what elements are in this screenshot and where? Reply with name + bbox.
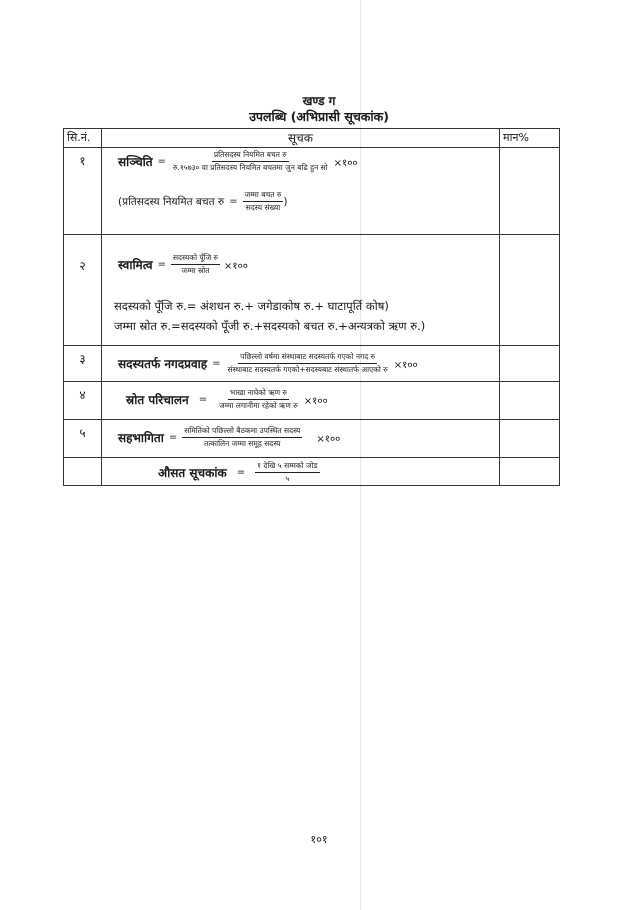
note-suffix: ) <box>283 195 288 208</box>
multiplier: ×१०० <box>303 395 328 407</box>
equals-sign: = <box>236 467 246 478</box>
row-serial: १ <box>64 148 102 235</box>
row-indicator-cell <box>102 420 500 458</box>
fraction-numerator: भाखा नाघेको ऋण रु <box>228 388 289 400</box>
formula-fraction <box>171 150 330 173</box>
multiplier: ×१०० <box>224 260 249 272</box>
formula-fraction <box>217 388 300 411</box>
fraction-numerator: समितिको पछिल्लो बैठकमा उपस्थित सदस्य <box>182 426 302 438</box>
row-value-cell <box>500 148 560 235</box>
table-row <box>64 382 560 420</box>
row-value-cell <box>500 420 560 458</box>
fraction-denominator: तत्कालिन जम्मा समूह सदस्य <box>204 439 281 448</box>
equals-sign: = <box>157 156 167 167</box>
average-row <box>64 458 560 486</box>
section-title: खण्ड ग <box>302 94 336 108</box>
row-indicator-cell <box>102 235 500 346</box>
page-number: १०१ <box>310 833 328 846</box>
fraction-denominator: रु.१५७३० वा प्रतिसदस्य नियमित बचतमा जुन बढि हुन सो <box>173 163 328 172</box>
multiplier: ×१०० <box>393 359 418 371</box>
indicator-term: सहभागिता <box>118 431 164 445</box>
equals-sign: = <box>198 394 208 405</box>
multiplier: ×१०० <box>333 157 358 169</box>
note-fraction <box>243 190 284 213</box>
table-row <box>64 346 560 382</box>
row-indicator-cell <box>102 382 500 420</box>
formula-fraction <box>182 426 302 449</box>
equals-sign: = <box>212 358 221 369</box>
formula-fraction <box>226 352 390 375</box>
row-value-cell <box>500 458 560 486</box>
row-serial: ३ <box>64 346 102 382</box>
equals-sign: = <box>168 432 178 443</box>
indicator-term: सदस्यतर्फ नगदप्रवाह <box>118 357 208 371</box>
row-value-cell <box>500 382 560 420</box>
note-line: जम्मा स्रोत रु.=सदस्यको पूँजी रु.+सदस्यको बचत रु.+अन्यत्रको ऋण रु.) <box>114 319 426 333</box>
section-subtitle: उपलब्धि (अभिप्रासी सूचकांक) <box>249 109 389 124</box>
row-indicator-cell <box>102 148 500 235</box>
fraction-denominator: सदस्य संख्या <box>245 203 281 212</box>
equals-sign: = <box>157 259 166 270</box>
multiplier: ×१०० <box>316 433 341 445</box>
indicator-term: स्वामित्व <box>118 258 153 272</box>
row-serial: २ <box>64 235 102 346</box>
row-serial: ५ <box>64 420 102 458</box>
fraction-numerator: सदस्यको पूँजि रु <box>171 253 220 265</box>
fraction-denominator: संस्थाबाट सदस्यतर्फ गएको+सदस्यबाट संस्थातर्फ आएको रु <box>227 365 388 374</box>
table-row <box>64 235 560 346</box>
indicator-term: स्रोत परिचालन <box>126 393 189 407</box>
table-row <box>64 148 560 235</box>
table-header-row <box>64 129 560 148</box>
indicator-term: सञ्चिति <box>118 155 153 169</box>
row-value-cell <box>500 235 560 346</box>
header-value: मान% <box>500 129 560 148</box>
table-row <box>64 420 560 458</box>
fraction-numerator: १ देखि ५ सम्मको जोड <box>255 461 319 473</box>
header-serial: सि.नं. <box>64 129 102 148</box>
row-serial <box>64 458 102 486</box>
average-term: औसत सूचकांक <box>158 466 227 480</box>
fraction-denominator: जम्मा लगानीमा रहेको ऋण रु <box>219 401 298 410</box>
average-fraction <box>255 461 319 484</box>
row-value-cell <box>500 346 560 382</box>
fraction-denominator: ५ <box>285 474 290 483</box>
header-indicator: सूचक <box>102 129 500 148</box>
note-prefix: (प्रतिसदस्य नियमित बचत रु <box>118 195 225 208</box>
row-serial: ४ <box>64 382 102 420</box>
indicator-table <box>63 128 560 486</box>
fraction-numerator: पछिल्लो वर्षमा संस्थाबाट सदस्यतर्फ गएको नगद रु <box>238 352 377 364</box>
average-indicator-cell <box>102 458 500 486</box>
note-line: सदस्यको पूँजि रु.= अंशधन रु.+ जगेडाकोष रु.+ घाटापूर्ति कोष) <box>114 299 389 313</box>
equals-sign: = <box>229 196 238 207</box>
row-indicator-cell <box>102 346 500 382</box>
fraction-denominator: जम्मा स्रोत <box>181 266 210 275</box>
formula-fraction <box>171 253 220 276</box>
fraction-numerator: जम्मा बचत रु <box>243 190 284 202</box>
fraction-numerator: प्रतिसदस्य नियमित बचत रु <box>212 150 289 162</box>
